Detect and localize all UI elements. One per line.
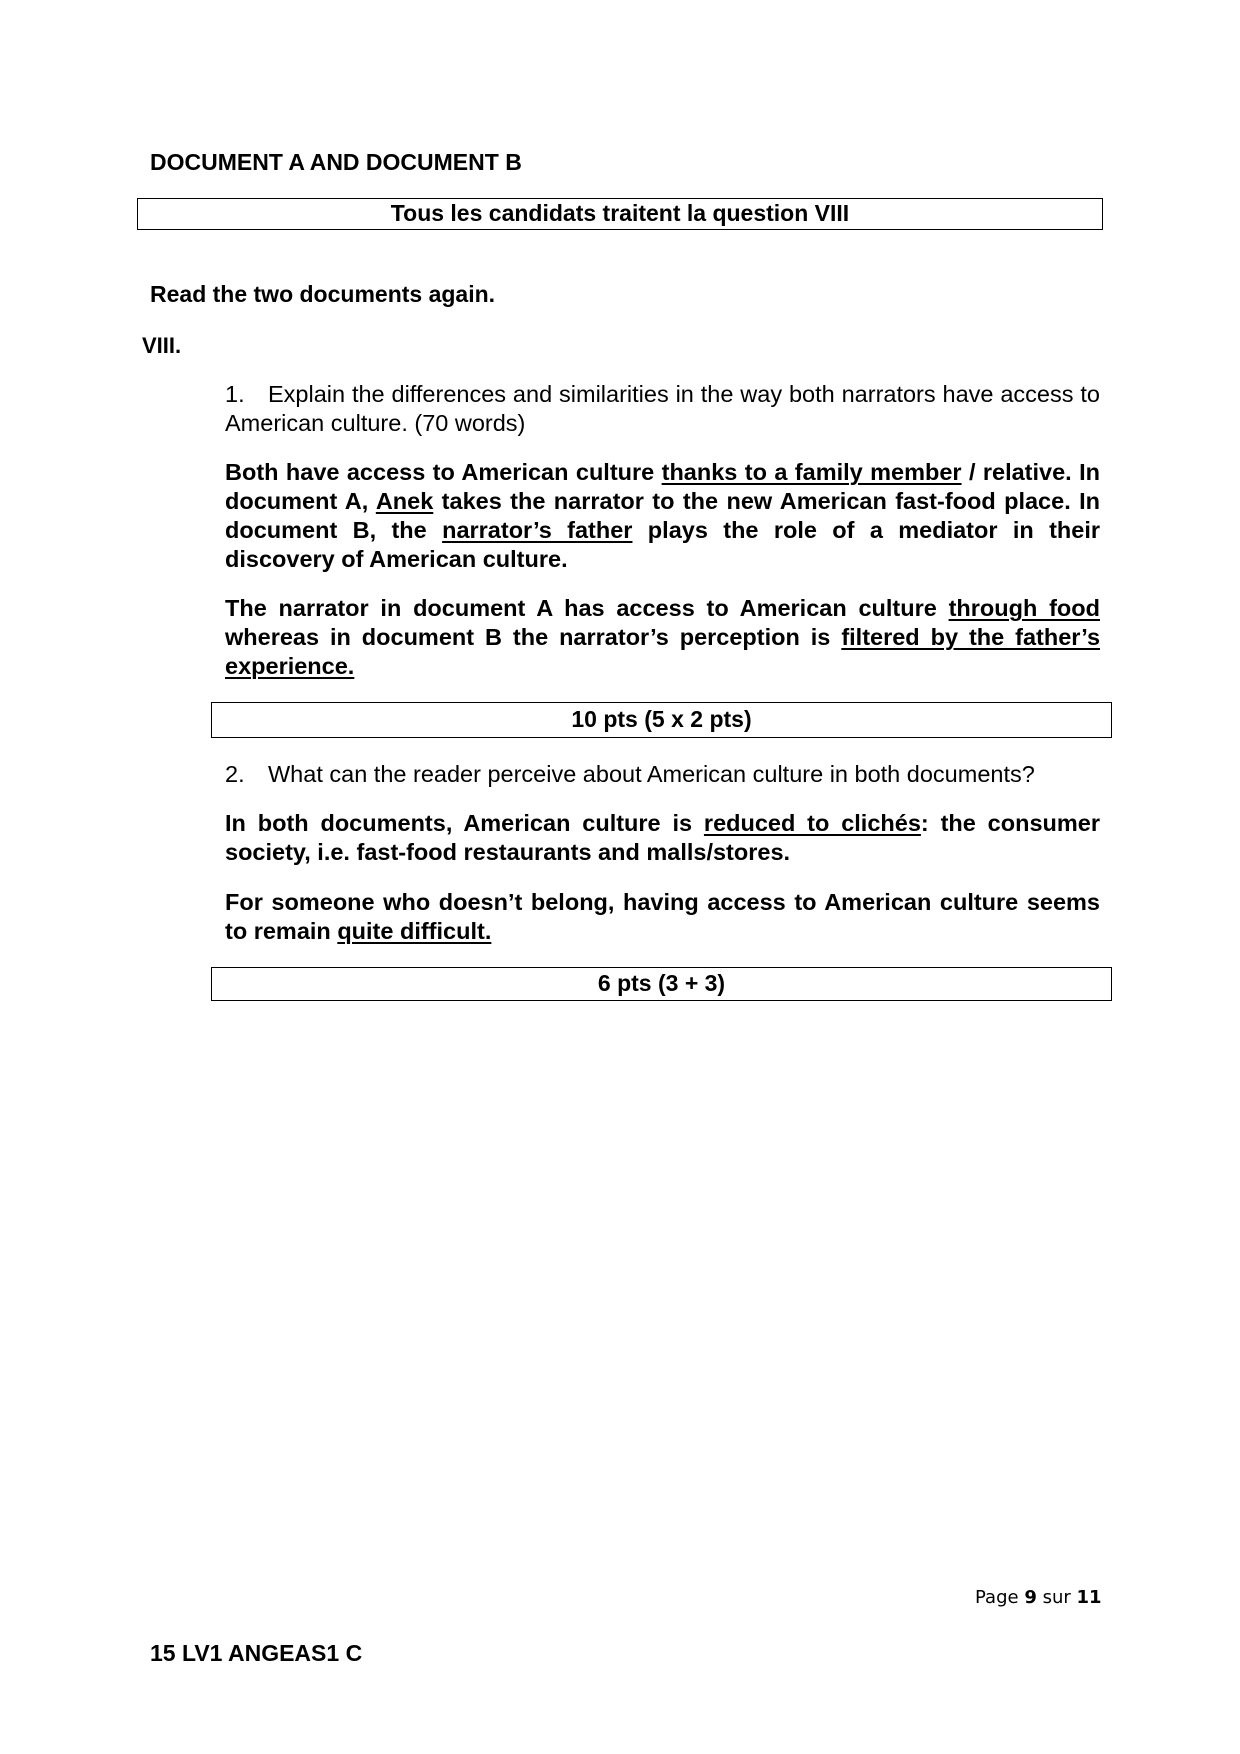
- underlined-key-phrase: Anek: [375, 488, 434, 514]
- question-2-text: What can the reader perceive about American culture in both documents?: [268, 761, 1035, 787]
- underlined-key-phrase: thanks to a family member: [661, 459, 962, 485]
- answer-text: takes the narrator to the new American fast-food place. In document B, the: [225, 488, 1100, 543]
- underlined-key-phrase: filtered by the father’s experience.: [225, 624, 1101, 679]
- answer-text: : the consumer society, i.e. fast-food restaurants and malls/stores.: [225, 810, 1100, 865]
- question-2-points-box: 6 pts (3 + 3): [211, 967, 1112, 1001]
- candidates-banner: Tous les candidats traitent la question VIII: [137, 198, 1103, 230]
- underlined-key-phrase: narrator’s father: [442, 517, 633, 543]
- answer-text: whereas in document B the narrator’s perception is: [225, 624, 842, 650]
- page-number: [975, 1587, 1102, 1608]
- answer-text: Both have access to American culture: [225, 459, 662, 485]
- question-2-answer-paragraph-1: [225, 809, 1100, 867]
- answer-text: plays the role of a mediator in their discovery of American culture.: [225, 517, 1101, 572]
- page-current: 9: [1024, 1587, 1037, 1608]
- document-title: DOCUMENT A AND DOCUMENT B: [150, 149, 522, 175]
- page-prefix: Page: [975, 1587, 1025, 1608]
- answer-text: / relative. In document A,: [225, 459, 1100, 514]
- underlined-key-phrase: quite difficult.: [337, 918, 492, 944]
- answer-text: In both documents, American culture is: [225, 810, 704, 836]
- instruction: Read the two documents again.: [150, 281, 496, 307]
- underlined-key-phrase: through food: [948, 595, 1100, 621]
- question-1-answer-paragraph-1: [225, 458, 1100, 574]
- question-1-number: 1.: [225, 381, 245, 407]
- page-mid: sur: [1036, 1587, 1077, 1608]
- exam-code: 15 LV1 ANGEAS1 C: [150, 1640, 363, 1666]
- section-label: VIII.: [142, 333, 182, 358]
- answer-text: The narrator in document A has access to American culture: [225, 595, 949, 621]
- question-1-text: Explain the differences and similarities in the way both narrators have access to American culture. (70 words): [225, 381, 1100, 436]
- page-total: 11: [1076, 1587, 1102, 1608]
- question-2-number: 2.: [225, 761, 245, 787]
- underlined-key-phrase: reduced to clichés: [703, 810, 921, 836]
- answer-text: For someone who doesn’t belong, having access to American culture seems to remain: [225, 889, 1100, 944]
- question-2-answer-paragraph-2: [225, 888, 1100, 946]
- question-1-points-box: 10 pts (5 x 2 pts): [211, 702, 1112, 738]
- question-1-answer-paragraph-2: [225, 594, 1100, 681]
